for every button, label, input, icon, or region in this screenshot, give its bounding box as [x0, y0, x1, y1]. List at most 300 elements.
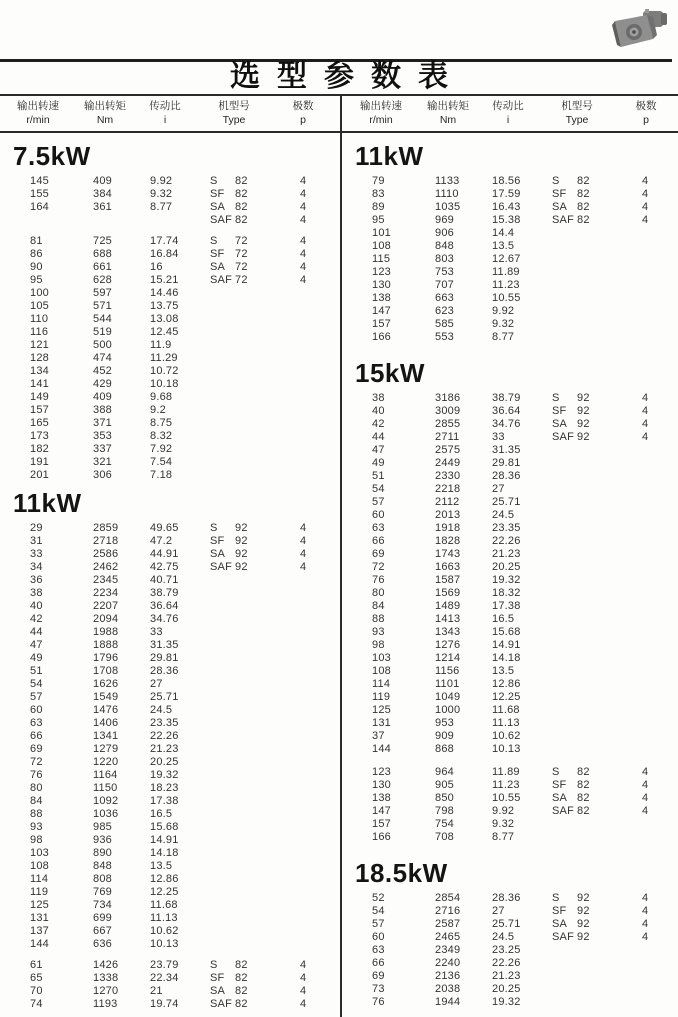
cell-speed: 52: [372, 892, 385, 904]
cell-torque: 1663: [435, 561, 461, 573]
cell-type-letter: [210, 717, 235, 730]
table-row: [0, 561, 340, 574]
cell-ratio: 14.91: [150, 834, 179, 846]
cell-ratio: 10.62: [150, 925, 179, 937]
cell-type-size: 92: [577, 431, 590, 443]
cell-pole: [264, 404, 340, 417]
cell-type-size: [235, 743, 264, 756]
cell-speed: 70: [30, 985, 43, 997]
cell-type-size: 82: [235, 214, 248, 226]
cell-speed: 74: [30, 998, 43, 1010]
cell-torque: 384: [93, 188, 112, 200]
cell-pole: 4: [300, 972, 307, 984]
cell-speed: 60: [372, 931, 385, 943]
table-row: [342, 779, 678, 792]
cell-speed: 83: [372, 188, 385, 200]
cell-ratio: 29.81: [492, 457, 521, 469]
cell-speed: 69: [30, 743, 43, 755]
cell-speed: 38: [30, 587, 43, 599]
col-header-unit: Type: [565, 114, 589, 126]
cell-ratio: 9.32: [492, 818, 515, 830]
cell-torque: 936: [93, 834, 112, 846]
cell-ratio: 8.77: [492, 831, 515, 843]
cell-torque: 688: [93, 248, 112, 260]
cell-torque: 1101: [435, 678, 460, 690]
cell-pole: [606, 717, 678, 730]
cell-ratio: [150, 214, 210, 227]
cell-pole: 4: [642, 805, 649, 817]
cell-torque: 1988: [93, 626, 119, 638]
cell-type-letter: SAF: [210, 561, 232, 573]
cell-speed: 90: [30, 261, 43, 273]
table-row: [0, 287, 340, 300]
cell-type-letter: S: [552, 392, 560, 404]
table-row: [0, 717, 340, 730]
table-row: [0, 626, 340, 639]
table-row: [342, 574, 678, 587]
gear-motor-photo: [607, 5, 671, 58]
cell-type-size: [577, 613, 606, 626]
cell-speed: 201: [30, 469, 49, 481]
cell-speed: 54: [30, 678, 43, 690]
table-row: [0, 899, 340, 912]
table-row: [0, 274, 340, 287]
cell-type-size: [577, 639, 606, 652]
table-row: [0, 248, 340, 261]
cell-ratio: 16: [150, 261, 163, 273]
cell-type-letter: SA: [210, 201, 226, 213]
cell-type-size: [235, 808, 264, 821]
cell-ratio: 12.45: [150, 326, 179, 338]
col-header-label: 输出转矩: [427, 100, 469, 112]
cell-torque: 969: [435, 214, 454, 226]
cell-speed: 144: [30, 938, 49, 950]
table-row: [0, 847, 340, 860]
cell-type-letter: [552, 944, 577, 957]
cell-type-size: [577, 730, 606, 743]
cell-torque: 2575: [435, 444, 461, 456]
cell-ratio: 9.92: [492, 805, 515, 817]
cell-ratio: 19.32: [492, 574, 521, 586]
cell-type-letter: SAF: [210, 998, 232, 1010]
cell-type-letter: [552, 331, 577, 344]
cell-ratio: 14.18: [150, 847, 179, 859]
cell-type-size: [235, 443, 264, 456]
col-header-label: 机型号: [561, 100, 593, 112]
table-row: [0, 782, 340, 795]
cell-torque: 1341: [93, 730, 119, 742]
cell-pole: [606, 730, 678, 743]
cell-pole: [264, 600, 340, 613]
table-column: [0, 135, 340, 1011]
table-row: [342, 535, 678, 548]
cell-ratio: 47.2: [150, 535, 173, 547]
cell-type-letter: [210, 873, 235, 886]
col-header-unit: p: [643, 114, 649, 126]
cell-torque: 1220: [93, 756, 119, 768]
table-row: [0, 613, 340, 626]
cell-type-letter: [210, 365, 235, 378]
cell-ratio: 36.64: [492, 405, 521, 417]
cell-ratio: 14.46: [150, 287, 179, 299]
cell-torque: 2586: [93, 548, 119, 560]
cell-pole: [606, 587, 678, 600]
cell-ratio: 14.4: [492, 227, 515, 239]
cell-ratio: 14.18: [492, 652, 521, 664]
table-row: [0, 175, 340, 188]
col-header-torque: [76, 99, 134, 127]
cell-type-size: 92: [577, 392, 590, 404]
cell-type-size: [235, 873, 264, 886]
table-row: [0, 417, 340, 430]
cell-type-letter: [552, 730, 577, 743]
cell-torque: 2234: [93, 587, 119, 599]
table-row: [0, 587, 340, 600]
cell-torque: 636: [93, 938, 112, 950]
cell-pole: [606, 574, 678, 587]
cell-pole: [264, 834, 340, 847]
cell-speed: 108: [372, 665, 391, 677]
cell-type-size: [577, 704, 606, 717]
cell-speed: 114: [30, 873, 49, 885]
cell-type-letter: [210, 378, 235, 391]
cell-type-letter: [552, 704, 577, 717]
cell-type-size: [577, 444, 606, 457]
table-row: [342, 587, 678, 600]
cell-pole: 4: [300, 175, 307, 187]
cell-type-size: 82: [235, 175, 248, 187]
header-bottom-rule: [0, 131, 678, 133]
page-title: 选型参数表: [230, 60, 465, 93]
cell-type-size: [577, 522, 606, 535]
cell-torque: 409: [93, 391, 112, 403]
cell-torque: 409: [93, 175, 112, 187]
table-row: [342, 318, 678, 331]
cell-type-size: 92: [235, 548, 248, 560]
cell-ratio: 12.86: [492, 678, 521, 690]
cell-ratio: 24.5: [492, 931, 515, 943]
cell-torque: 388: [93, 404, 112, 416]
cell-type-letter: [210, 899, 235, 912]
cell-ratio: 27: [492, 483, 505, 495]
cell-ratio: 11.68: [492, 704, 520, 716]
cell-speed: 54: [372, 483, 385, 495]
cell-speed: 49: [30, 652, 43, 664]
cell-type-size: [235, 391, 264, 404]
cell-type-size: [235, 691, 264, 704]
col-header-unit: i: [163, 114, 167, 126]
cell-type-size: [235, 782, 264, 795]
cell-torque: 2462: [93, 561, 119, 573]
cell-pole: 4: [642, 918, 649, 930]
cell-ratio: 23.35: [492, 522, 521, 534]
cell-type-size: [235, 665, 264, 678]
table-row: [0, 378, 340, 391]
cell-torque: 2330: [435, 470, 461, 482]
cell-ratio: 10.55: [492, 792, 521, 804]
table-row: [0, 769, 340, 782]
cell-type-letter: [210, 756, 235, 769]
cell-ratio: 11.29: [150, 352, 178, 364]
col-header-unit: Nm: [96, 114, 114, 126]
cell-ratio: 15.68: [492, 626, 521, 638]
cell-speed: [30, 214, 93, 227]
cell-type-letter: [552, 626, 577, 639]
cell-type-size: [577, 509, 606, 522]
table-row: [0, 339, 340, 352]
cell-ratio: 25.71: [492, 496, 521, 508]
table-row: [0, 743, 340, 756]
cell-speed: 105: [30, 300, 49, 312]
cell-type-size: 92: [577, 405, 590, 417]
cell-speed: 63: [372, 944, 385, 956]
cell-torque: 2449: [435, 457, 461, 469]
cell-torque: 868: [435, 743, 454, 755]
cell-type-letter: [552, 587, 577, 600]
cell-torque: 890: [93, 847, 112, 859]
cell-type-size: [235, 847, 264, 860]
cell-speed: 103: [30, 847, 49, 859]
cell-pole: 4: [300, 535, 307, 547]
cell-torque: 2038: [435, 983, 461, 995]
cell-speed: 73: [372, 983, 385, 995]
table-row: [342, 305, 678, 318]
col-header-speed: [0, 99, 76, 127]
cell-ratio: 11.9: [150, 339, 172, 351]
cell-speed: 173: [30, 430, 49, 442]
cell-type-size: 82: [577, 201, 590, 213]
cell-type-letter: [552, 227, 577, 240]
table-row: [0, 404, 340, 417]
table-row: [0, 691, 340, 704]
cell-pole: 4: [642, 892, 649, 904]
col-header-unit: p: [300, 114, 306, 126]
cell-pole: 4: [300, 561, 307, 573]
table-row: [0, 860, 340, 873]
cell-ratio: 27: [150, 678, 163, 690]
cell-speed: 89: [372, 201, 385, 213]
cell-pole: [264, 678, 340, 691]
cell-type-letter: SA: [552, 918, 568, 930]
cell-pole: [606, 944, 678, 957]
cell-speed: 182: [30, 443, 49, 455]
table-row: [342, 613, 678, 626]
cell-speed: 76: [30, 769, 43, 781]
cell-type-letter: [210, 287, 235, 300]
table-row: [0, 972, 340, 985]
cell-type-size: [235, 886, 264, 899]
cell-torque: 667: [93, 925, 112, 937]
table-row: [0, 430, 340, 443]
cell-torque: 2112: [435, 496, 460, 508]
cell-torque: 1944: [435, 996, 461, 1008]
cell-torque: 306: [93, 469, 112, 481]
cell-ratio: 33: [150, 626, 163, 638]
cell-type-letter: [552, 970, 577, 983]
cell-torque: 1708: [93, 665, 119, 677]
cell-torque: 1000: [435, 704, 461, 716]
cell-speed: 157: [372, 818, 391, 830]
cell-type-letter: [552, 957, 577, 970]
cell-ratio: 8.77: [492, 331, 515, 343]
cell-type-letter: [552, 470, 577, 483]
cell-type-letter: SA: [552, 201, 568, 213]
table-row: [0, 652, 340, 665]
cell-type-letter: [552, 574, 577, 587]
row-block: [0, 175, 340, 227]
cell-torque: 1489: [435, 600, 461, 612]
cell-type-size: [577, 331, 606, 344]
cell-torque: 2349: [435, 944, 461, 956]
cell-pole: [606, 983, 678, 996]
cell-type-size: [577, 227, 606, 240]
cell-type-size: 92: [235, 535, 248, 547]
cell-ratio: 9.32: [150, 188, 173, 200]
cell-ratio: 8.77: [150, 201, 173, 213]
cell-pole: 4: [300, 214, 307, 226]
cell-type-size: [577, 818, 606, 831]
cell-ratio: 10.13: [492, 743, 521, 755]
cell-speed: 157: [372, 318, 391, 330]
cell-pole: [264, 821, 340, 834]
cell-type-letter: [210, 678, 235, 691]
cell-type-size: [577, 970, 606, 983]
cell-type-letter: [210, 417, 235, 430]
cell-pole: [264, 587, 340, 600]
cell-ratio: 17.38: [150, 795, 179, 807]
cell-type-letter: [552, 457, 577, 470]
table-row: [342, 983, 678, 996]
cell-speed: 108: [372, 240, 391, 252]
table-row: [342, 509, 678, 522]
cell-type-size: 82: [235, 188, 248, 200]
cell-speed: 47: [30, 639, 43, 651]
cell-ratio: 23.35: [150, 717, 179, 729]
cell-pole: [264, 417, 340, 430]
col-header-type: [539, 99, 615, 127]
cell-speed: 114: [372, 678, 391, 690]
cell-pole: [606, 548, 678, 561]
cell-pole: [606, 535, 678, 548]
cell-type-letter: SF: [552, 779, 567, 791]
cell-ratio: 24.5: [492, 509, 515, 521]
cell-speed: 138: [372, 292, 391, 304]
cell-speed: 80: [372, 587, 385, 599]
cell-torque: 2465: [435, 931, 461, 943]
cell-torque: 850: [435, 792, 454, 804]
table-row: [342, 279, 678, 292]
cell-torque: 500: [93, 339, 112, 351]
cell-pole: [606, 831, 678, 844]
cell-type-letter: [210, 574, 235, 587]
cell-pole: 4: [642, 175, 649, 187]
cell-ratio: 21.23: [492, 970, 521, 982]
cell-type-size: [577, 600, 606, 613]
cell-type-letter: [210, 313, 235, 326]
cell-speed: 134: [30, 365, 49, 377]
cell-pole: [264, 352, 340, 365]
table-row: [342, 743, 678, 756]
cell-ratio: 12.67: [492, 253, 521, 265]
cell-ratio: 16.5: [492, 613, 515, 625]
cell-type-letter: S: [552, 892, 560, 904]
cell-speed: 88: [30, 808, 43, 820]
cell-type-size: 82: [577, 175, 590, 187]
cell-type-size: [577, 678, 606, 691]
cell-speed: 147: [372, 805, 391, 817]
cell-type-size: 82: [577, 779, 590, 791]
cell-type-size: [577, 535, 606, 548]
cell-speed: 121: [30, 339, 49, 351]
cell-ratio: 23.25: [492, 944, 521, 956]
table-row: [0, 443, 340, 456]
cell-ratio: 7.92: [150, 443, 173, 455]
cell-speed: 123: [372, 766, 391, 778]
cell-speed: 57: [372, 496, 385, 508]
cell-type-letter: [552, 717, 577, 730]
cell-type-size: [577, 292, 606, 305]
cell-ratio: 13.5: [492, 240, 515, 252]
cell-ratio: 29.81: [150, 652, 179, 664]
cell-type-size: [235, 860, 264, 873]
table-row: [0, 873, 340, 886]
table-row: [342, 175, 678, 188]
cell-type-letter: [210, 469, 235, 482]
cell-torque: 734: [93, 899, 112, 911]
table-row: [0, 574, 340, 587]
cell-type-size: 72: [235, 235, 248, 247]
cell-ratio: 11.89: [492, 766, 520, 778]
cell-torque: 1549: [93, 691, 119, 703]
cell-torque: 848: [93, 860, 112, 872]
table-row: [342, 996, 678, 1009]
cell-type-size: [235, 678, 264, 691]
cell-torque: 1338: [93, 972, 119, 984]
section-title: 11kW: [13, 488, 82, 518]
cell-type-size: 92: [577, 418, 590, 430]
cell-ratio: 20.25: [492, 561, 521, 573]
cell-speed: 80: [30, 782, 43, 794]
col-header-unit: r/min: [369, 114, 393, 126]
cell-type-size: [235, 287, 264, 300]
cell-ratio: 18.56: [492, 175, 521, 187]
cell-pole: [264, 899, 340, 912]
cell-ratio: 49.65: [150, 522, 179, 534]
cell-pole: 4: [300, 959, 307, 971]
cell-speed: 47: [372, 444, 385, 456]
cell-torque: 337: [93, 443, 112, 455]
table-row: [342, 730, 678, 743]
cell-speed: 147: [372, 305, 391, 317]
cell-speed: 40: [372, 405, 385, 417]
cell-pole: [264, 756, 340, 769]
cell-speed: 164: [30, 201, 49, 213]
cell-torque: 754: [435, 818, 454, 830]
cell-ratio: 21.23: [492, 548, 521, 560]
cell-ratio: 19.74: [150, 998, 179, 1010]
cell-torque: 2094: [93, 613, 119, 625]
cell-pole: [606, 292, 678, 305]
cell-type-letter: [210, 821, 235, 834]
cell-torque: 553: [435, 331, 454, 343]
cell-speed: 141: [30, 378, 49, 390]
cell-ratio: 10.13: [150, 938, 179, 950]
cell-pole: 4: [642, 405, 649, 417]
cell-torque: 707: [435, 279, 454, 291]
cell-speed: 157: [30, 404, 49, 416]
cell-type-letter: [552, 279, 577, 292]
cell-torque: 1150: [93, 782, 118, 794]
